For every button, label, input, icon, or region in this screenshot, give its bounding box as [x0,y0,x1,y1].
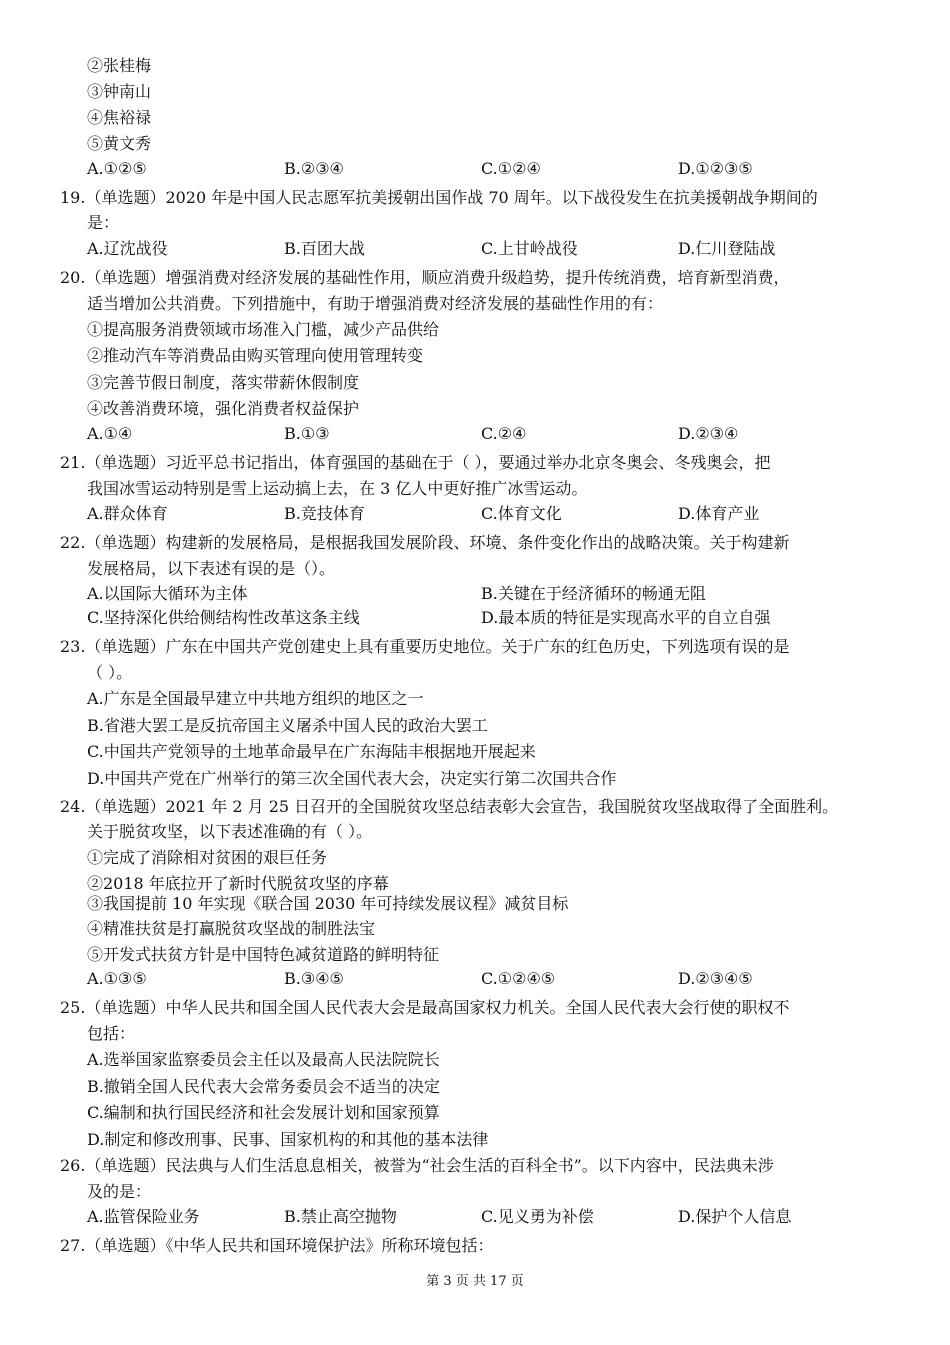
q20-stem-cont: 适当增加公共消费。下列措施中，有助于增强消费对经济发展的基础性作用的有： [87,294,664,313]
q24-option-d: D.②③④⑤ [678,969,753,988]
q23-stem-cont: （ ）。 [87,663,133,682]
q18-option-c: C.①②④ [481,159,541,178]
page-footer: 第 3 页 共 17 页 [426,1274,524,1289]
q24-item: ②2018 年底拉开了新时代脱贫攻坚的序幕 [87,874,389,893]
q21-stem: 21.（单选题）习近平总书记指出，体育强国的基础在于（ ），要通过举办北京冬奥会、冬残奥会，把 [60,453,771,472]
q18-item: ③钟南山 [87,82,152,101]
q19-stem-cont: 是： [87,213,120,232]
q26-stem: 26.（单选题）民法典与人们生活息息相关，被誉为“社会生活的百科全书”。以下内容中，民法典未涉 [60,1156,774,1175]
q24-item: ③我国提前 10 年实现《联合国 2030 年可持续发展议程》减贫目标 [87,894,569,913]
q19-stem: 19.（单选题）2020 年是中国人民志愿军抗美援朝出国作战 70 周年。以下战役发生在抗美援朝战争期间的 [60,188,818,207]
q25-option-a: A.选举国家监察委员会主任以及最高人民法院院长 [87,1050,440,1069]
q20-option-c: C.②④ [481,424,527,443]
q21-option-a: A.群众体育 [87,504,168,523]
q24-item: ⑤开发式扶贫方针是中国特色减贫道路的鲜明特征 [87,945,440,964]
q26-option-b: B.禁止高空抛物 [284,1207,397,1226]
q21-option-d: D.体育产业 [678,504,760,523]
q26-option-d: D.保护个人信息 [678,1207,792,1226]
q23-option-a: A.广东是全国最早建立中共地方组织的地区之一 [87,689,424,708]
q20-item: ①提高服务消费领域市场准入门槛，减少产品供给 [87,320,440,339]
q20-item: ②推动汽车等消费品由购买管理向使用管理转变 [87,346,424,365]
q26-stem-cont: 及的是： [87,1182,152,1201]
q22-option-a: A.以国际大循环为主体 [87,584,248,603]
q18-item: ②张桂梅 [87,56,152,75]
q24-item: ①完成了消除相对贫困的艰巨任务 [87,848,328,867]
q25-option-c: C.编制和执行国民经济和社会发展计划和国家预算 [87,1103,440,1122]
q24-stem-cont: 关于脱贫攻坚，以下表述准确的有（ ）。 [87,822,373,841]
q23-option-d: D.中国共产党在广州举行的第三次全国代表大会，决定实行第二次国共合作 [87,769,617,788]
q18-item: ⑤黄文秀 [87,134,152,153]
q22-option-c: C.坚持深化供给侧结构性改革这条主线 [87,608,360,627]
q25-option-b: B.撤销全国人民代表大会常务委员会不适当的决定 [87,1077,440,1096]
q25-stem: 25.（单选题）中华人民共和国全国人民代表大会是最高国家权力机关。全国人民代表大会行使的职权不 [60,998,790,1017]
q23-stem: 23.（单选题）广东在中国共产党创建史上具有重要历史地位。关于广东的红色历史，下列选项有误的是 [60,637,790,656]
q19-option-c: C.上甘岭战役 [481,239,578,258]
q19-option-d: D.仁川登陆战 [678,239,776,258]
q20-option-b: B.①③ [284,424,330,443]
q21-stem-cont: 我国冰雪运动特别是雪上运动搞上去，在 3 亿人中更好推广冰雪运动。 [87,479,588,498]
q19-option-a: A.辽沈战役 [87,239,168,258]
q18-option-d: D.①②③⑤ [678,159,753,178]
q27-stem: 27.（单选题）《中华人民共和国环境保护法》所称环境包括： [60,1236,494,1255]
q23-option-c: C.中国共产党领导的土地革命最早在广东海陆丰根据地开展起来 [87,742,536,761]
q18-option-a: A.①②⑤ [87,159,147,178]
q22-stem-cont: 发展格局，以下表述有误的是（）。 [87,559,336,578]
q24-option-c: C.①②④⑤ [481,969,556,988]
q22-option-d: D.最本质的特征是实现高水平的自立自强 [481,608,771,627]
q25-option-d: D.制定和修改刑事、民事、国家机构的和其他的基本法律 [87,1130,489,1149]
q20-option-d: D.②③④ [678,424,739,443]
q25-stem-cont: 包括： [87,1024,136,1043]
q24-item: ④精准扶贫是打赢脱贫攻坚战的制胜法宝 [87,919,376,938]
q20-option-a: A.①④ [87,424,133,443]
q26-option-a: A.监管保险业务 [87,1207,200,1226]
q18-item: ④焦裕禄 [87,108,152,127]
q24-option-b: B.③④⑤ [284,969,344,988]
q21-option-c: C.体育文化 [481,504,562,523]
q18-option-b: B.②③④ [284,159,344,178]
q26-option-c: C.见义勇为补偿 [481,1207,594,1226]
q19-option-b: B.百团大战 [284,239,365,258]
q24-option-a: A.①③⑤ [87,969,147,988]
q20-item: ④改善消费环境，强化消费者权益保护 [87,399,360,418]
q23-option-b: B.省港大罢工是反抗帝国主义屠杀中国人民的政治大罢工 [87,716,488,735]
q22-stem: 22.（单选题）构建新的发展格局，是根据我国发展阶段、环境、条件变化作出的战略决策。关于构建新 [60,533,790,552]
q22-option-b: B.关键在于经济循环的畅通无阻 [481,584,706,603]
q21-option-b: B.竞技体育 [284,504,365,523]
q20-item: ③完善节假日制度，落实带薪休假制度 [87,373,360,392]
q20-stem: 20.（单选题）增强消费对经济发展的基础性作用，顺应消费升级趋势，提升传统消费，培育新型消费， [60,268,790,287]
q24-stem: 24.（单选题）2021 年 2 月 25 日召开的全国脱贫攻坚总结表彰大会宣告，我国脱贫攻坚战取得了全面胜利。 [60,797,839,816]
